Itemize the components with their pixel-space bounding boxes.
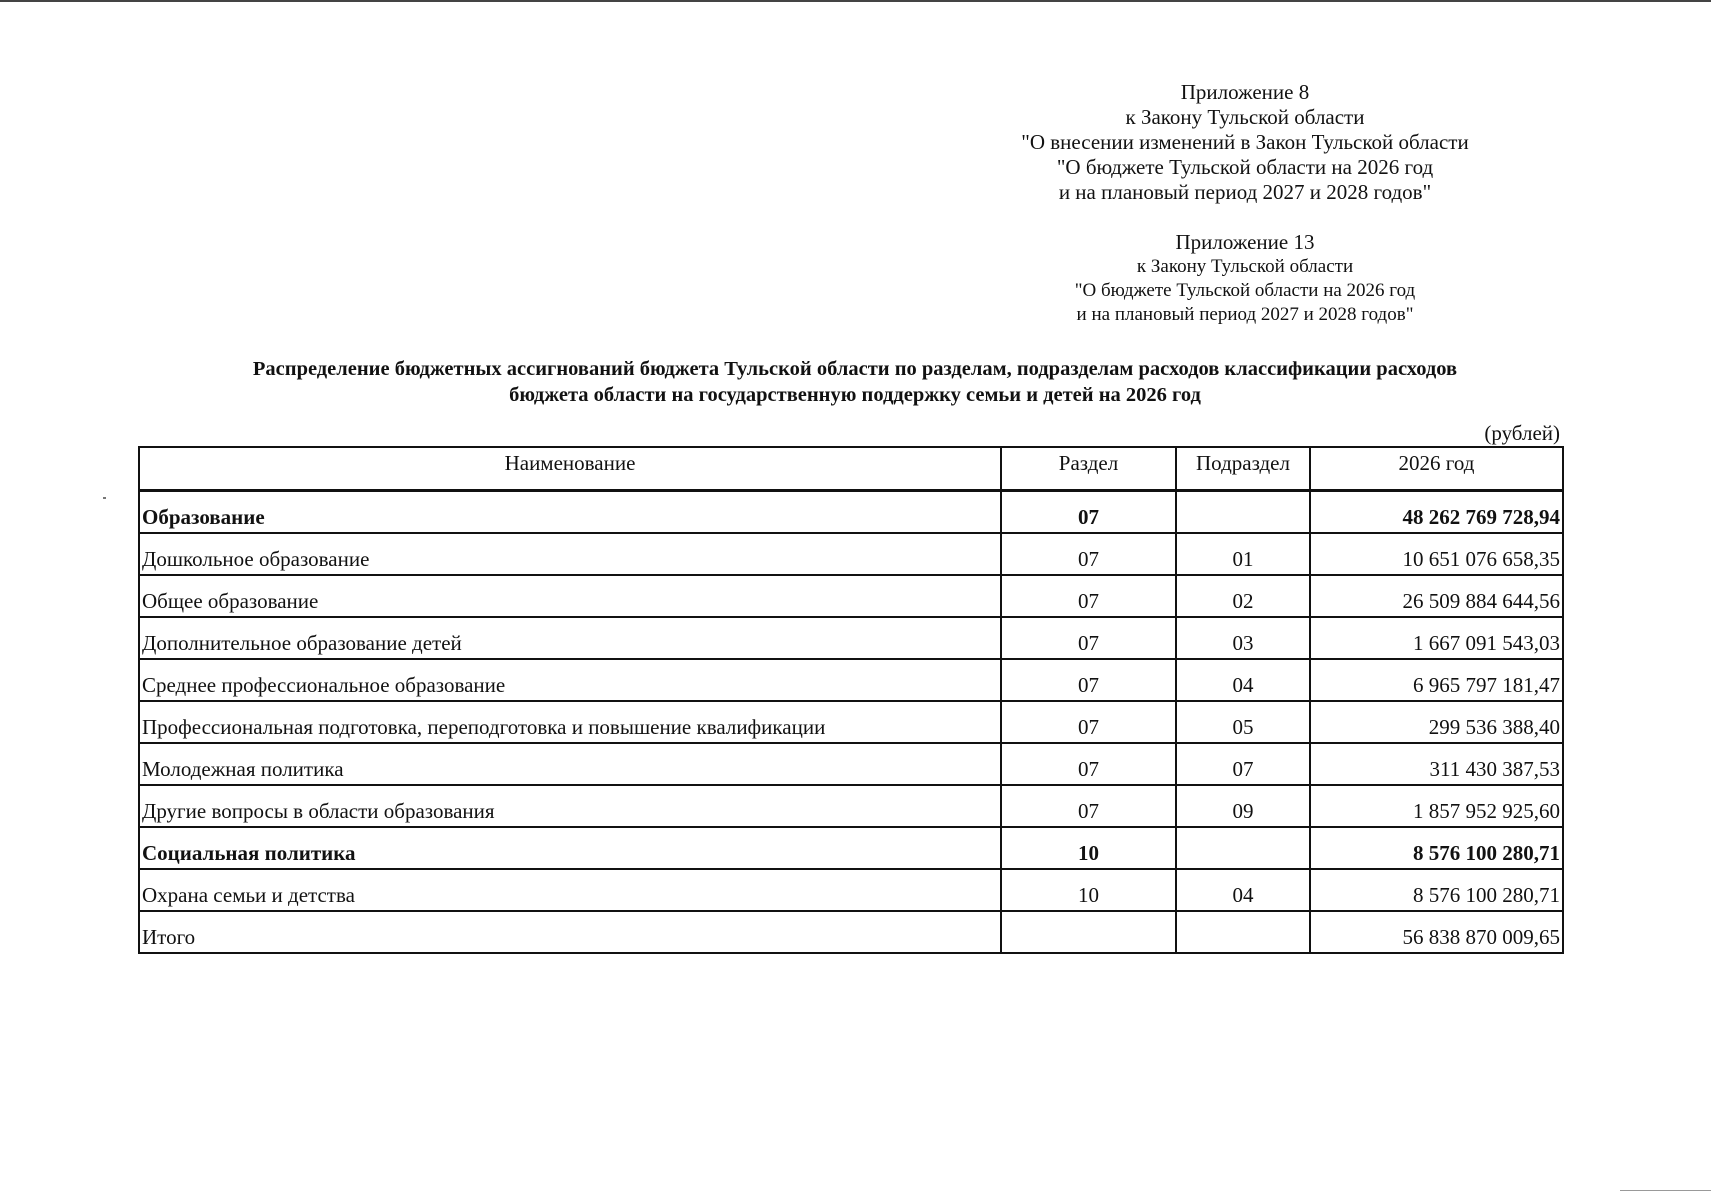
table-row <box>139 827 1563 869</box>
row-subsection <box>1176 827 1310 869</box>
appendix-8-line: "О внесении изменений в Закон Тульской области <box>1021 130 1469 154</box>
row-subsection: 04 <box>1176 869 1310 911</box>
table-row <box>139 785 1563 827</box>
row-subsection: 09 <box>1176 785 1310 827</box>
appendix-8-line: к Закону Тульской области <box>1125 105 1365 129</box>
document-title-line: Распределение бюджетных ассигнований бюджета Тульской области по разделам, подразделам расходов классификации расходов <box>252 358 1458 380</box>
page-top-rule <box>0 0 1711 2</box>
row-amount: 1 667 091 543,03 <box>1310 617 1563 659</box>
document-title-line: бюджета области на государственную поддержку семьи и детей на 2026 год <box>509 384 1201 406</box>
row-amount: 311 430 387,53 <box>1310 743 1563 785</box>
appendix-8-header <box>930 80 1560 205</box>
row-subsection: 07 <box>1176 743 1310 785</box>
table-header-row <box>139 447 1563 491</box>
table-row <box>139 617 1563 659</box>
row-section: 07 <box>1001 701 1176 743</box>
page-bottom-rule <box>1620 1190 1711 1191</box>
table-row <box>139 659 1563 701</box>
table-row <box>139 701 1563 743</box>
document-title <box>130 356 1580 408</box>
column-header-name: Наименование <box>139 447 1001 491</box>
row-name: Охрана семьи и детства <box>139 869 1001 911</box>
row-subsection: 03 <box>1176 617 1310 659</box>
row-amount: 6 965 797 181,47 <box>1310 659 1563 701</box>
appendix-13-line: Приложение 13 <box>1175 230 1315 254</box>
units-label: (рублей) <box>1484 421 1560 445</box>
column-header-amount: 2026 год <box>1310 447 1563 491</box>
total-section <box>1001 911 1176 953</box>
row-name: Дошкольное образование <box>139 533 1001 575</box>
row-name: Социальная политика <box>139 827 1001 869</box>
row-section: 07 <box>1001 743 1176 785</box>
row-subsection: 05 <box>1176 701 1310 743</box>
total-subsection <box>1176 911 1310 953</box>
row-amount: 8 576 100 280,71 <box>1310 869 1563 911</box>
table-row <box>139 743 1563 785</box>
row-name: Другие вопросы в области образования <box>139 785 1001 827</box>
table-row <box>139 491 1563 534</box>
row-section: 07 <box>1001 785 1176 827</box>
row-subsection: 01 <box>1176 533 1310 575</box>
appendix-13-header <box>930 229 1560 327</box>
row-subsection: 02 <box>1176 575 1310 617</box>
row-name: Среднее профессиональное образование <box>139 659 1001 701</box>
row-amount: 10 651 076 658,35 <box>1310 533 1563 575</box>
row-section: 10 <box>1001 869 1176 911</box>
scan-mark <box>103 497 106 499</box>
appendix-8-line: "О бюджете Тульской области на 2026 год <box>1056 155 1434 179</box>
row-section: 07 <box>1001 491 1176 534</box>
total-name: Итого <box>139 911 1001 953</box>
appendix-13-line: и на плановый период 2027 и 2028 годов" <box>1076 304 1414 325</box>
row-name: Общее образование <box>139 575 1001 617</box>
table-row <box>139 533 1563 575</box>
row-section: 07 <box>1001 617 1176 659</box>
table-row <box>139 575 1563 617</box>
row-amount: 48 262 769 728,94 <box>1310 491 1563 534</box>
row-amount: 299 536 388,40 <box>1310 701 1563 743</box>
budget-table <box>138 446 1564 954</box>
row-name: Профессиональная подготовка, переподготовка и повышение квалификации <box>139 701 1001 743</box>
row-amount: 1 857 952 925,60 <box>1310 785 1563 827</box>
row-amount: 26 509 884 644,56 <box>1310 575 1563 617</box>
row-name: Образование <box>139 491 1001 534</box>
appendix-8-line: и на плановый период 2027 и 2028 годов" <box>1058 180 1432 204</box>
row-amount: 8 576 100 280,71 <box>1310 827 1563 869</box>
column-header-subsection: Подраздел <box>1176 447 1310 491</box>
row-name: Дополнительное образование детей <box>139 617 1001 659</box>
row-subsection <box>1176 491 1310 534</box>
row-name: Молодежная политика <box>139 743 1001 785</box>
row-section: 07 <box>1001 533 1176 575</box>
row-subsection: 04 <box>1176 659 1310 701</box>
column-header-section: Раздел <box>1001 447 1176 491</box>
appendix-8-line: Приложение 8 <box>1180 80 1310 104</box>
table-row <box>139 869 1563 911</box>
row-section: 07 <box>1001 575 1176 617</box>
appendix-13-line: к Закону Тульской области <box>1136 256 1354 277</box>
row-section: 07 <box>1001 659 1176 701</box>
table-total-row <box>139 911 1563 953</box>
row-section: 10 <box>1001 827 1176 869</box>
total-amount: 56 838 870 009,65 <box>1310 911 1563 953</box>
appendix-13-line: "О бюджете Тульской области на 2026 год <box>1074 280 1416 301</box>
